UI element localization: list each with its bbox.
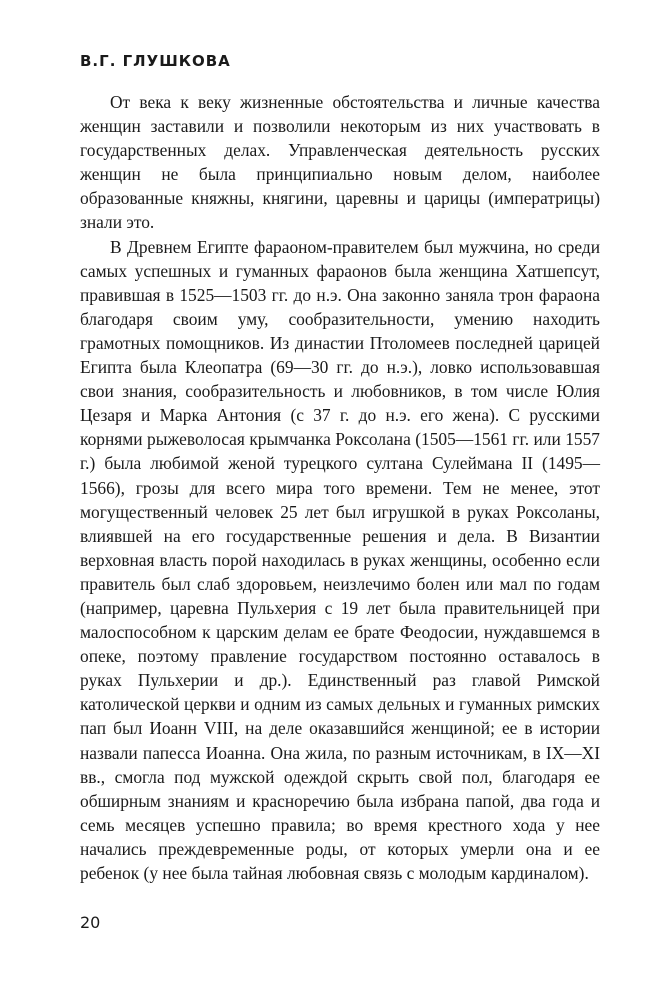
running-head: В.Г. ГЛУШКОВА bbox=[80, 52, 231, 70]
body-text bbox=[80, 90, 600, 885]
paragraph: В Древнем Египте фараоном-правителем был мужчина, но среди самых успешных и гуманных фараонов была женщина Хатшепсут, правившая в 1525—1503 гг. до н.э. Она законно заняла трон фараона благодаря своим уму, сообразительности, умению находить грамотных помощников. Из династии Птоломеев последней царицей Египта была Клеопатра (69—30 гг. до н.э.), ловко использовавшая свои знания, сообразительность и любовников, в том числе Юлия Цезаря и Марка Антония (с 37 г. до н.э. его жена). С русскими корнями рыжеволосая крымчанка Роксолана (1505—1561 гг. или 1557 г.) была любимой женой турецкого султана Сулеймана II (1495—1566), грозы для всего мира того времени. Тем не менее, этот могущественный человек 25 лет был игрушкой в руках Роксоланы, влиявшей на его государственные решения и дела. В Византии верховная власть порой находилась в руках женщины, особенно если правитель был слаб здоровьем, неизлечимо болен или мал по годам (например, царевна Пульхерия с 19 лет была правительницей при малоспособном к царским делам ее брате Феодосии, нуждавшемся в опеке, поэтому правление государством постоянно оставалось в руках Пульхерии и др.). Единственный раз главой Римской католической церкви и одним из самых дельных и гуманных римских пап был Иоанн VIII, на деле оказавшийся женщиной; ее в истории назвали папесса Иоанна. Она жила, по разным источникам, в IX—XI вв., смогла под мужской одеждой скрыть свой пол, благодаря ее обширным знаниям и красноречию была избрана папой, два года и семь месяцев успешно правила; во время крестного хода у нее начались преждевременные роды, от которых умерли она и ее ребенок (у нее была тайная любовная связь с молодым кардиналом). bbox=[80, 236, 600, 883]
page-number: 20 bbox=[80, 913, 101, 932]
paragraph: От века к веку жизненные обстоятельства и личные качества женщин заставили и позволили некоторым из них участвовать в государственных делах. Управленческая деятельность русских женщин не была принципиально новым делом, наиболее образованные княжны, княгини, царевны и царицы (императрицы) знали это. bbox=[80, 92, 600, 233]
